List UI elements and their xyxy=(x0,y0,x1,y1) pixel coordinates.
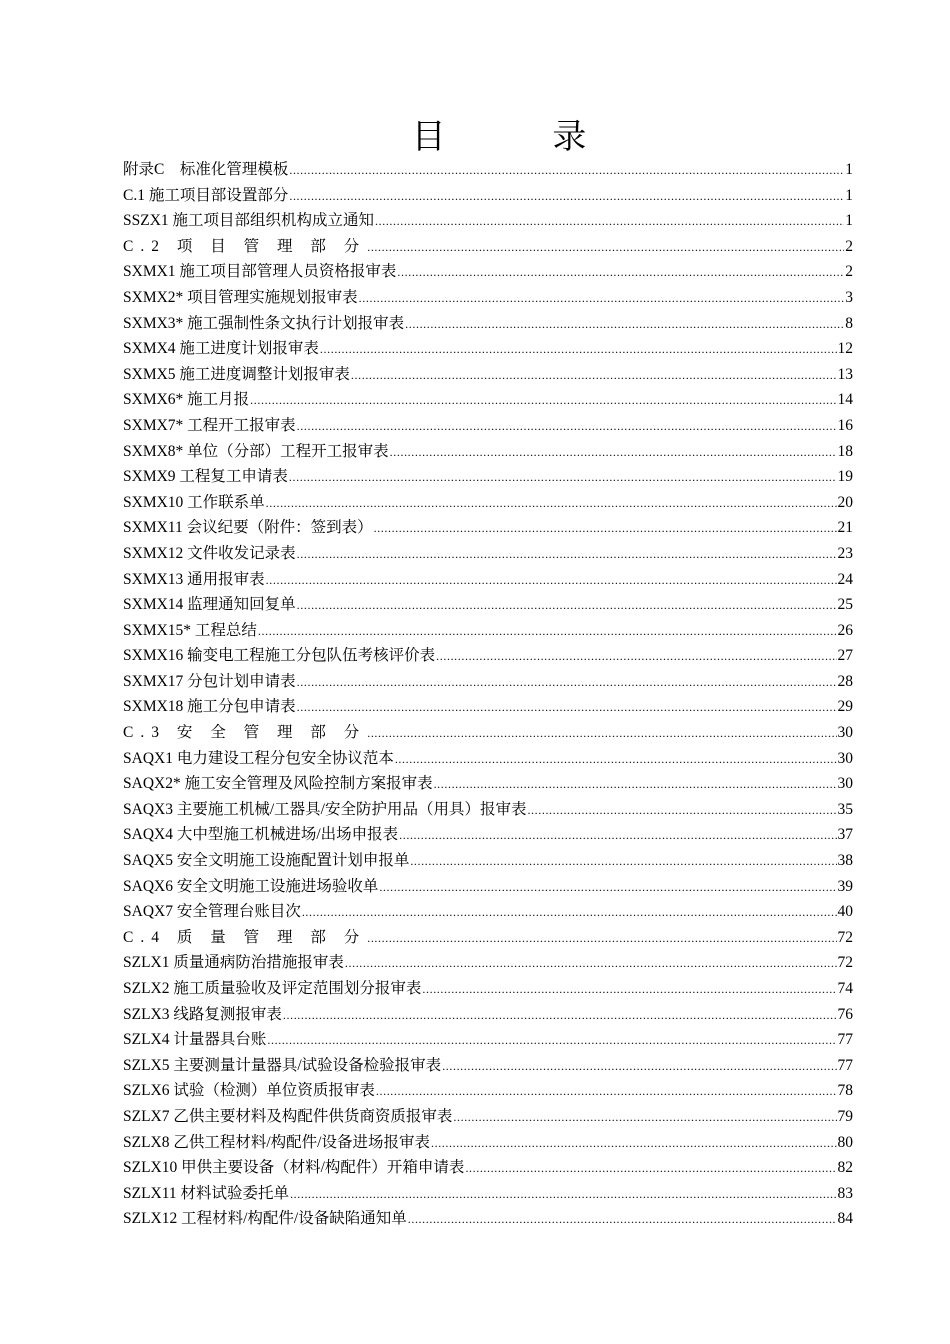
toc-dot-leader xyxy=(367,235,844,261)
toc-entry-page: 72 xyxy=(837,928,853,946)
toc-entry-label: SXMX10 工作联系单 xyxy=(123,493,265,511)
toc-entry[interactable] xyxy=(123,259,853,285)
toc-dot-leader xyxy=(465,1156,836,1182)
toc-entry-page: 83 xyxy=(837,1184,853,1202)
toc-dot-leader xyxy=(297,542,837,568)
toc-entry-page: 16 xyxy=(837,416,853,434)
toc-entry-page: 21 xyxy=(837,519,853,537)
toc-entry-label: SZLX10 甲供主要设备（材料/构配件）开箱申请表 xyxy=(123,1159,465,1177)
toc-entry[interactable] xyxy=(123,797,853,823)
toc-dot-leader xyxy=(258,619,837,645)
toc-dot-leader xyxy=(320,337,837,363)
toc-entry-page: 8 xyxy=(845,314,853,332)
toc-entry[interactable] xyxy=(123,1104,853,1130)
toc-entry[interactable] xyxy=(123,490,853,516)
toc-entry[interactable] xyxy=(123,746,853,772)
toc-entry-label: SXMX7* 工程开工报审表 xyxy=(123,416,296,434)
toc-entry-label: SXMX5 施工进度调整计划报审表 xyxy=(123,365,350,383)
toc-dot-leader xyxy=(367,926,836,952)
toc-entry-label: SZLX12 工程材料/构配件/设备缺陷通知单 xyxy=(123,1210,407,1228)
toc-entry-label: SXMX12 文件收发记录表 xyxy=(123,544,296,562)
toc-dot-leader xyxy=(345,951,837,977)
toc-entry[interactable] xyxy=(123,822,853,848)
toc-entry-page: 28 xyxy=(837,672,853,690)
toc-entry-page: 25 xyxy=(837,596,853,614)
toc-entry-label: SAQX1 电力建设工程分包安全协议范本 xyxy=(123,749,394,767)
toc-entry-label: SZLX2 施工质量验收及评定范围划分报审表 xyxy=(123,980,422,997)
toc-entry-label: SAQX2* 施工安全管理及风险控制方案报审表 xyxy=(123,775,433,793)
toc-entry-page: 38 xyxy=(837,852,853,870)
toc-dot-leader xyxy=(422,977,836,1003)
toc-entry-page: 35 xyxy=(837,800,853,818)
toc-dot-leader xyxy=(434,772,837,798)
toc-entry[interactable] xyxy=(123,234,853,260)
toc-entry-page: 23 xyxy=(837,544,853,562)
toc-entry-page: 77 xyxy=(837,1031,853,1049)
toc-entry[interactable] xyxy=(123,1053,853,1079)
toc-dot-leader xyxy=(374,516,837,542)
toc-entry-label: SXMX8* 单位（分部）工程开工报审表 xyxy=(123,442,389,460)
toc-entry-page: 1 xyxy=(845,186,853,204)
toc-entry[interactable] xyxy=(123,336,853,362)
toc-entry-label: SXMX14 监理通知回复单 xyxy=(123,596,296,614)
toc-entry[interactable] xyxy=(123,285,853,311)
toc-entry-label: SZLX3 线路复测报审表 xyxy=(123,1005,282,1023)
toc-entry[interactable] xyxy=(123,1206,853,1232)
toc-entry-page: 29 xyxy=(837,698,853,716)
toc-entry-label: SXMX11 会议纪要（附件：签到表） xyxy=(123,519,373,537)
toc-entry-label: SZLX7 乙供主要材料及构配件供货商资质报审表 xyxy=(123,1107,453,1125)
toc-entry-page: 30 xyxy=(837,775,853,793)
toc-entry-page: 72 xyxy=(837,954,853,972)
toc-dot-leader xyxy=(395,747,837,773)
toc-entry-page: 74 xyxy=(837,980,853,997)
toc-entry[interactable] xyxy=(123,848,853,874)
toc-dot-leader xyxy=(367,721,836,747)
toc-entry-label: SXMX4 施工进度计划报审表 xyxy=(123,340,319,358)
toc-entry[interactable] xyxy=(123,720,853,746)
toc-dot-leader xyxy=(359,286,845,312)
toc-entry[interactable] xyxy=(123,413,853,439)
toc-entry[interactable] xyxy=(123,1027,853,1053)
toc-entry[interactable] xyxy=(123,874,853,900)
toc-dot-leader xyxy=(302,900,837,926)
toc-entry-label: 附录C 标准化管理模板 xyxy=(123,161,289,178)
toc-entry-label: C.4 质 量 管 理 部 分 xyxy=(123,928,367,946)
toc-dot-leader xyxy=(410,849,836,875)
toc-entry-page: 78 xyxy=(837,1082,853,1100)
toc-entry[interactable] xyxy=(123,694,853,720)
toc-entry-page: 26 xyxy=(837,621,853,639)
toc-entry[interactable] xyxy=(123,1130,853,1156)
toc-entry-label: SAQX3 主要施工机械/工器具/安全防护用品（用具）报审表 xyxy=(123,800,527,818)
toc-entry[interactable] xyxy=(123,771,853,797)
toc-entry[interactable] xyxy=(123,950,853,976)
toc-entry-label: SZLX4 计量器具台账 xyxy=(123,1031,267,1049)
toc-dot-leader xyxy=(250,388,836,414)
toc-entry[interactable] xyxy=(123,976,853,1002)
toc-entry-label: SXMX3* 施工强制性条文执行计划报审表 xyxy=(123,314,405,332)
toc-entry[interactable] xyxy=(123,362,853,388)
toc-entry[interactable] xyxy=(123,1078,853,1104)
toc-entry-page: 1 xyxy=(845,161,853,178)
toc-entry-label: SXMX15* 工程总结 xyxy=(123,621,257,639)
toc-dot-leader xyxy=(436,644,836,670)
toc-dot-leader xyxy=(376,1079,837,1105)
toc-dot-leader xyxy=(431,1131,837,1157)
toc-entry-page: 1 xyxy=(845,212,853,230)
toc-entry-page: 76 xyxy=(837,1005,853,1023)
table-of-contents xyxy=(123,157,853,1232)
toc-entry-label: SXMX6* 施工月报 xyxy=(123,391,250,409)
toc-entry[interactable] xyxy=(123,541,853,567)
toc-entry[interactable] xyxy=(123,669,853,695)
toc-entry[interactable] xyxy=(123,515,853,541)
toc-entry-page: 2 xyxy=(845,237,853,255)
toc-entry[interactable] xyxy=(123,311,853,337)
toc-entry-page: 13 xyxy=(837,365,853,383)
toc-entry-page: 39 xyxy=(837,877,853,895)
toc-dot-leader xyxy=(375,209,844,235)
toc-entry-label: SSZX1 施工项目部组织机构成立通知 xyxy=(123,212,375,230)
toc-entry-page: 20 xyxy=(837,493,853,511)
toc-entry[interactable] xyxy=(123,1181,853,1207)
toc-dot-leader xyxy=(408,1207,837,1233)
toc-entry-label: SXMX18 施工分包申请表 xyxy=(123,698,296,716)
toc-entry[interactable] xyxy=(123,1155,853,1181)
toc-entry[interactable] xyxy=(123,567,853,593)
toc-entry-label: SZLX6 试验（检测）单位资质报审表 xyxy=(123,1082,375,1100)
toc-dot-leader xyxy=(527,798,836,824)
toc-dot-leader xyxy=(283,1003,837,1029)
toc-dot-leader xyxy=(267,1028,836,1054)
toc-entry-page: 30 xyxy=(837,749,853,767)
toc-entry[interactable] xyxy=(123,643,853,669)
toc-entry-page: 18 xyxy=(837,442,853,460)
toc-entry-label: SXMX13 通用报审表 xyxy=(123,570,265,588)
toc-entry-label: SZLX11 材料试验委托单 xyxy=(123,1184,290,1202)
toc-dot-leader xyxy=(379,875,836,901)
toc-entry-label: SZLX5 主要测量计量器具/试验设备检验报审表 xyxy=(123,1056,442,1074)
toc-entry-page: 82 xyxy=(837,1159,853,1177)
toc-entry[interactable] xyxy=(123,387,853,413)
toc-entry-page: 27 xyxy=(837,647,853,665)
toc-dot-leader xyxy=(390,440,837,466)
toc-dot-leader xyxy=(297,593,837,619)
toc-entry-label: SZLX8 乙供工程材料/构配件/设备进场报审表 xyxy=(123,1133,430,1151)
toc-entry-page: 24 xyxy=(837,570,853,588)
toc-entry-label: SAQX6 安全文明施工设施进场验收单 xyxy=(123,877,379,895)
toc-dot-leader xyxy=(290,1182,836,1208)
toc-entry-label: SXMX9 工程复工申请表 xyxy=(123,468,288,486)
toc-entry-label: SXMX1 施工项目部管理人员资格报审表 xyxy=(123,263,397,281)
toc-dot-leader xyxy=(266,491,837,517)
toc-entry-page: 12 xyxy=(837,340,853,358)
toc-entry-page: 3 xyxy=(845,288,853,306)
toc-entry[interactable] xyxy=(123,157,853,183)
toc-entry-page: 77 xyxy=(837,1056,853,1074)
toc-entry-label: SXMX17 分包计划申请表 xyxy=(123,672,296,690)
toc-entry[interactable] xyxy=(123,1002,853,1028)
toc-entry[interactable] xyxy=(123,592,853,618)
toc-entry-page: 40 xyxy=(837,903,853,921)
toc-entry[interactable] xyxy=(123,925,853,951)
toc-entry-label: SAQX4 大中型施工机械进场/出场申报表 xyxy=(123,826,399,844)
toc-entry-page: 19 xyxy=(837,468,853,486)
toc-entry-page: 37 xyxy=(837,826,853,844)
toc-dot-leader xyxy=(297,670,837,696)
toc-entry-label: C.3 安 全 管 理 部 分 xyxy=(123,724,367,742)
toc-entry-page: 14 xyxy=(837,391,853,409)
toc-entry-label: C.1 施工项目部设置部分 xyxy=(123,186,289,204)
toc-entry-label: SAQX5 安全文明施工设施配置计划申报单 xyxy=(123,852,410,870)
toc-dot-leader xyxy=(289,465,837,491)
toc-entry-page: 2 xyxy=(845,263,853,281)
toc-dot-leader xyxy=(351,363,837,389)
toc-entry-page: 80 xyxy=(837,1133,853,1151)
toc-entry-label: SZLX1 质量通病防治措施报审表 xyxy=(123,954,344,972)
toc-entry-label: SXMX2* 项目管理实施规划报审表 xyxy=(123,288,358,306)
toc-entry-page: 30 xyxy=(837,724,853,742)
toc-dot-leader xyxy=(289,158,844,184)
toc-title: 目 录 xyxy=(411,117,635,157)
toc-entry[interactable] xyxy=(123,439,853,465)
toc-entry[interactable] xyxy=(123,208,853,234)
toc-dot-leader xyxy=(266,568,837,594)
toc-dot-leader xyxy=(405,312,844,338)
toc-entry[interactable] xyxy=(123,464,853,490)
toc-entry-label: C.2 项 目 管 理 部 分 xyxy=(123,237,367,255)
toc-entry-label: SXMX16 输变电工程施工分包队伍考核评价表 xyxy=(123,647,436,665)
toc-dot-leader xyxy=(297,414,837,440)
toc-entry[interactable] xyxy=(123,183,853,209)
toc-dot-leader xyxy=(397,260,844,286)
toc-dot-leader xyxy=(453,1105,836,1131)
toc-dot-leader xyxy=(297,695,837,721)
toc-entry-page: 79 xyxy=(837,1107,853,1125)
toc-entry[interactable] xyxy=(123,899,853,925)
toc-entry[interactable] xyxy=(123,618,853,644)
toc-dot-leader xyxy=(289,184,844,210)
toc-dot-leader xyxy=(442,1054,836,1080)
toc-entry-page: 84 xyxy=(837,1210,853,1228)
toc-dot-leader xyxy=(399,823,836,849)
toc-entry-label: SAQX7 安全管理台账目次 xyxy=(123,903,301,921)
